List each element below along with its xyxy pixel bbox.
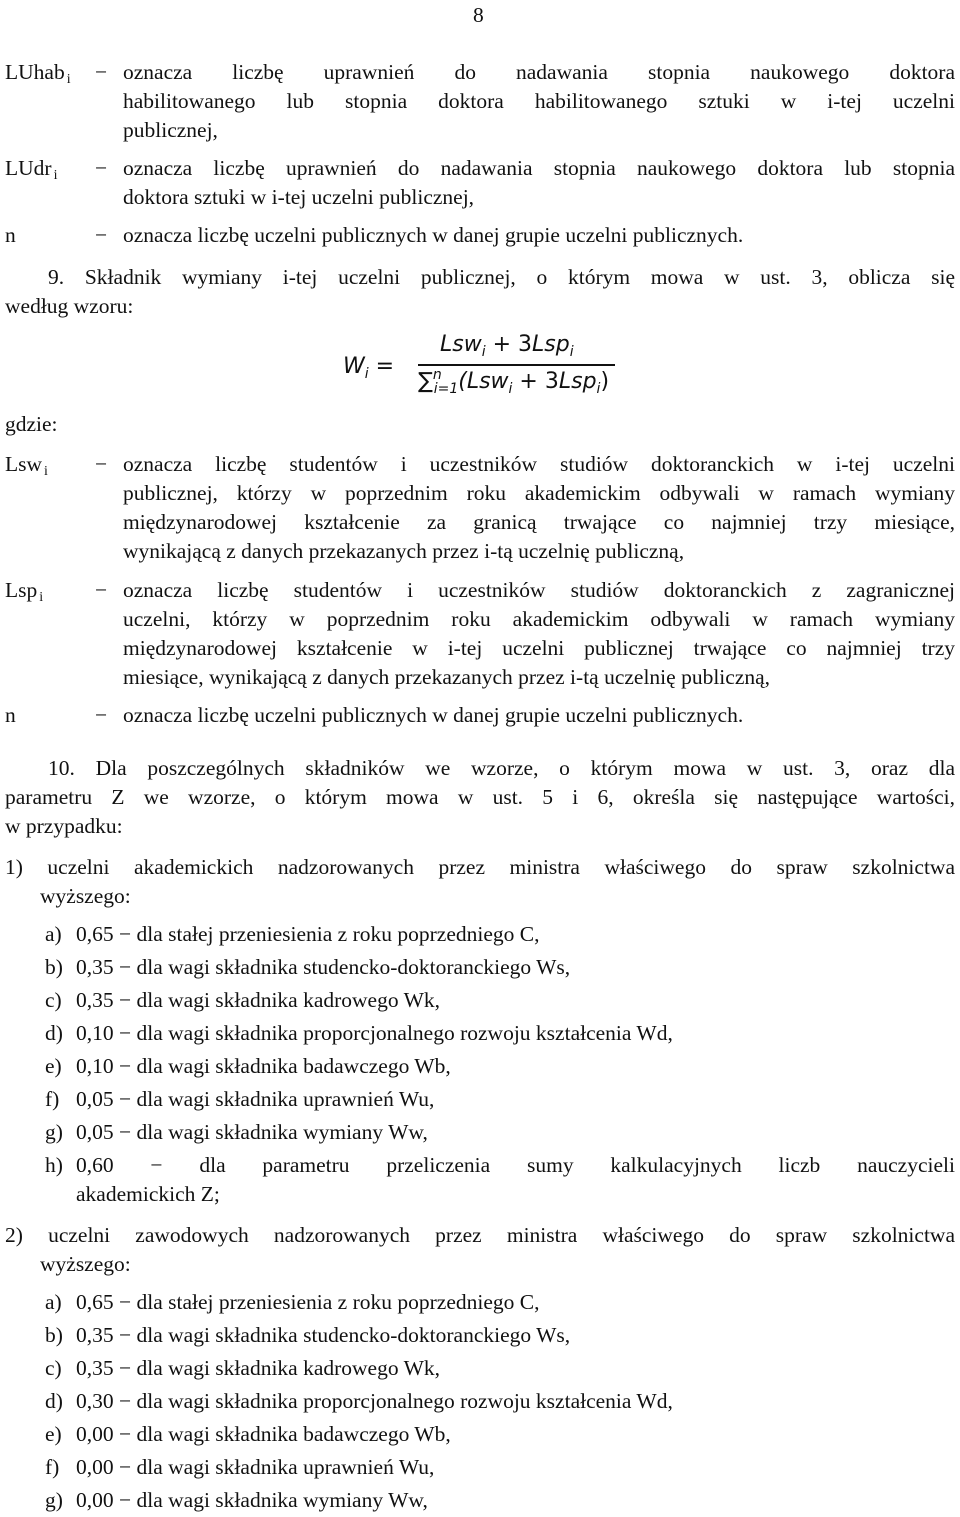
list-item-label: b) xyxy=(45,955,63,979)
list-2-heading: 2) uczelni zawodowych nadzorowanych przez ministra właściwego do spraw szkolnictwa xyxy=(5,1223,955,1247)
paragraph-10-line: 10. Dla poszczególnych składników we wzorze, o którym mowa w ust. 3, oraz dla xyxy=(48,756,955,780)
definition-text-line: oznacza liczbę uczelni publicznych w danej grupie uczelni publicznych. xyxy=(123,703,744,727)
list-1-heading: wyższego: xyxy=(40,884,131,908)
definition-dash: − xyxy=(95,452,108,476)
symbol-lsw: Lsw i xyxy=(5,452,48,479)
list-item-label: c) xyxy=(45,1356,62,1380)
list-item-text: 0,00 − dla wagi składnika wymiany Ww, xyxy=(76,1488,428,1512)
definition-text-line: wynikającą z danych przekazanych przez i-tą uczelnię publiczną, xyxy=(123,539,685,563)
list-item-text: 0,00 − dla wagi składnika uprawnień Wu, xyxy=(76,1455,435,1479)
paragraph-9-line: 9. Składnik wymiany i-tej uczelni publicznej, o którym mowa w ust. 3, oblicza się xyxy=(48,265,955,289)
list-item-label: g) xyxy=(45,1120,63,1144)
list-item-text: 0,65 − dla stałej przeniesienia z roku poprzedniego C, xyxy=(76,922,540,946)
paragraph-9-line: według wzoru: xyxy=(5,294,134,318)
definition-text-line: oznacza liczbę uprawnień do nadawania stopnia naukowego doktora lub stopnia xyxy=(123,156,955,180)
definition-dash: − xyxy=(95,156,108,180)
definition-dash: − xyxy=(95,703,108,727)
definition-text-line: oznacza liczbę uprawnień do nadawania stopnia naukowego doktora xyxy=(123,60,955,84)
symbol-n: n xyxy=(5,703,16,727)
list-item-label: e) xyxy=(45,1054,62,1078)
symbol-n: n xyxy=(5,223,16,247)
list-item-text: 0,35 − dla wagi składnika kadrowego Wk, xyxy=(76,988,441,1012)
list-2-heading: wyższego: xyxy=(40,1252,131,1276)
list-item-text: akademickich Z; xyxy=(76,1182,220,1206)
list-item-text: 0,35 − dla wagi składnika studencko-doktoranckiego Ws, xyxy=(76,1323,571,1347)
definition-dash: − xyxy=(95,60,108,84)
symbol-luhab: LUhab i xyxy=(5,60,71,87)
list-item-text: 0,65 − dla stałej przeniesienia z roku poprzedniego C, xyxy=(76,1290,540,1314)
definition-text-line: międzynarodowej kształcenie w i-tej uczelni publicznej trwające co najmniej trzy xyxy=(123,636,955,660)
definition-text-line: oznacza liczbę studentów i uczestników studiów doktoranckich z zagranicznej xyxy=(123,578,955,602)
symbol-ludr: LUdr i xyxy=(5,156,58,183)
list-item-text: 0,10 − dla wagi składnika badawczego Wb, xyxy=(76,1054,451,1078)
list-item-text: 0,05 − dla wagi składnika uprawnień Wu, xyxy=(76,1087,435,1111)
list-item-text: 0,05 − dla wagi składnika wymiany Ww, xyxy=(76,1120,428,1144)
list-item-label: d) xyxy=(45,1389,63,1413)
list-item-label: g) xyxy=(45,1488,63,1512)
list-item-label: e) xyxy=(45,1422,62,1446)
definition-text-line: uczelni, którzy w poprzednim roku akademickim odbywali w ramach wymiany xyxy=(123,607,955,631)
definition-text-line: międzynarodowej kształcenie za granicą trwające co najmniej trzy miesiące, xyxy=(123,510,955,534)
fraction-bar xyxy=(418,364,615,366)
list-item-label: a) xyxy=(45,922,62,946)
list-item-label: h) xyxy=(45,1153,63,1177)
list-item-label: f) xyxy=(45,1455,60,1479)
formula-lhs: $W_i$ = xyxy=(343,354,395,382)
list-item-label: d) xyxy=(45,1021,63,1045)
definition-text-line: oznacza liczbę studentów i uczestników studiów doktoranckich w i-tej uczelni xyxy=(123,452,955,476)
definition-text-line: publicznej, xyxy=(123,118,218,142)
list-item-text: 0,35 − dla wagi składnika kadrowego Wk, xyxy=(76,1356,441,1380)
list-item-text: 0,35 − dla wagi składnika studencko-doktoranckiego Ws, xyxy=(76,955,571,979)
gdzie-label: gdzie: xyxy=(5,412,58,436)
list-item-label: b) xyxy=(45,1323,63,1347)
definition-text-line: publicznej, którzy w poprzednim roku akademickim odbywali w ramach wymiany xyxy=(123,481,955,505)
definition-text-line: doktora sztuki w i-tej uczelni publicznej, xyxy=(123,185,475,209)
list-item-text: 0,00 − dla wagi składnika badawczego Wb, xyxy=(76,1422,451,1446)
paragraph-10-line: w przypadku: xyxy=(5,814,123,838)
definition-dash: − xyxy=(95,223,108,247)
symbol-lsp: Lsp i xyxy=(5,578,44,605)
paragraph-10-line: parametru Z we wzorze, o którym mowa w ust. 5 i 6, określa się następujące wartości, xyxy=(5,785,955,809)
list-item-text: 0,10 − dla wagi składnika proporcjonalnego rozwoju kształcenia Wd, xyxy=(76,1021,673,1045)
definition-dash: − xyxy=(95,578,108,602)
list-item-label: a) xyxy=(45,1290,62,1314)
list-item-text: 0,30 − dla wagi składnika proporcjonalnego rozwoju kształcenia Wd, xyxy=(76,1389,673,1413)
page-number: 8 xyxy=(473,3,484,27)
definition-text-line: oznacza liczbę uczelni publicznych w danej grupie uczelni publicznych. xyxy=(123,223,744,247)
formula-numerator: Lsw$_i$ + 3Lsp$_i$ xyxy=(440,332,574,360)
formula-denominator: ∑$^n_{i=1}$(Lsw$_i$ + 3Lsp$_i$) xyxy=(418,367,610,397)
definition-text-line: habilitowanego lub stopnia doktora habilitowanego sztuki w i-tej uczelni xyxy=(123,89,955,113)
list-1-heading: 1) uczelni akademickich nadzorowanych przez ministra właściwego do spraw szkolnictwa xyxy=(5,855,955,879)
list-item-label: c) xyxy=(45,988,62,1012)
list-item-label: f) xyxy=(45,1087,60,1111)
definition-text-line: miesiące, wynikającą z danych przekazanych przez i-tą uczelnię publiczną, xyxy=(123,665,771,689)
list-item-text: 0,60 − dla parametru przeliczenia sumy kalkulacyjnych liczb nauczycieli xyxy=(76,1153,955,1177)
